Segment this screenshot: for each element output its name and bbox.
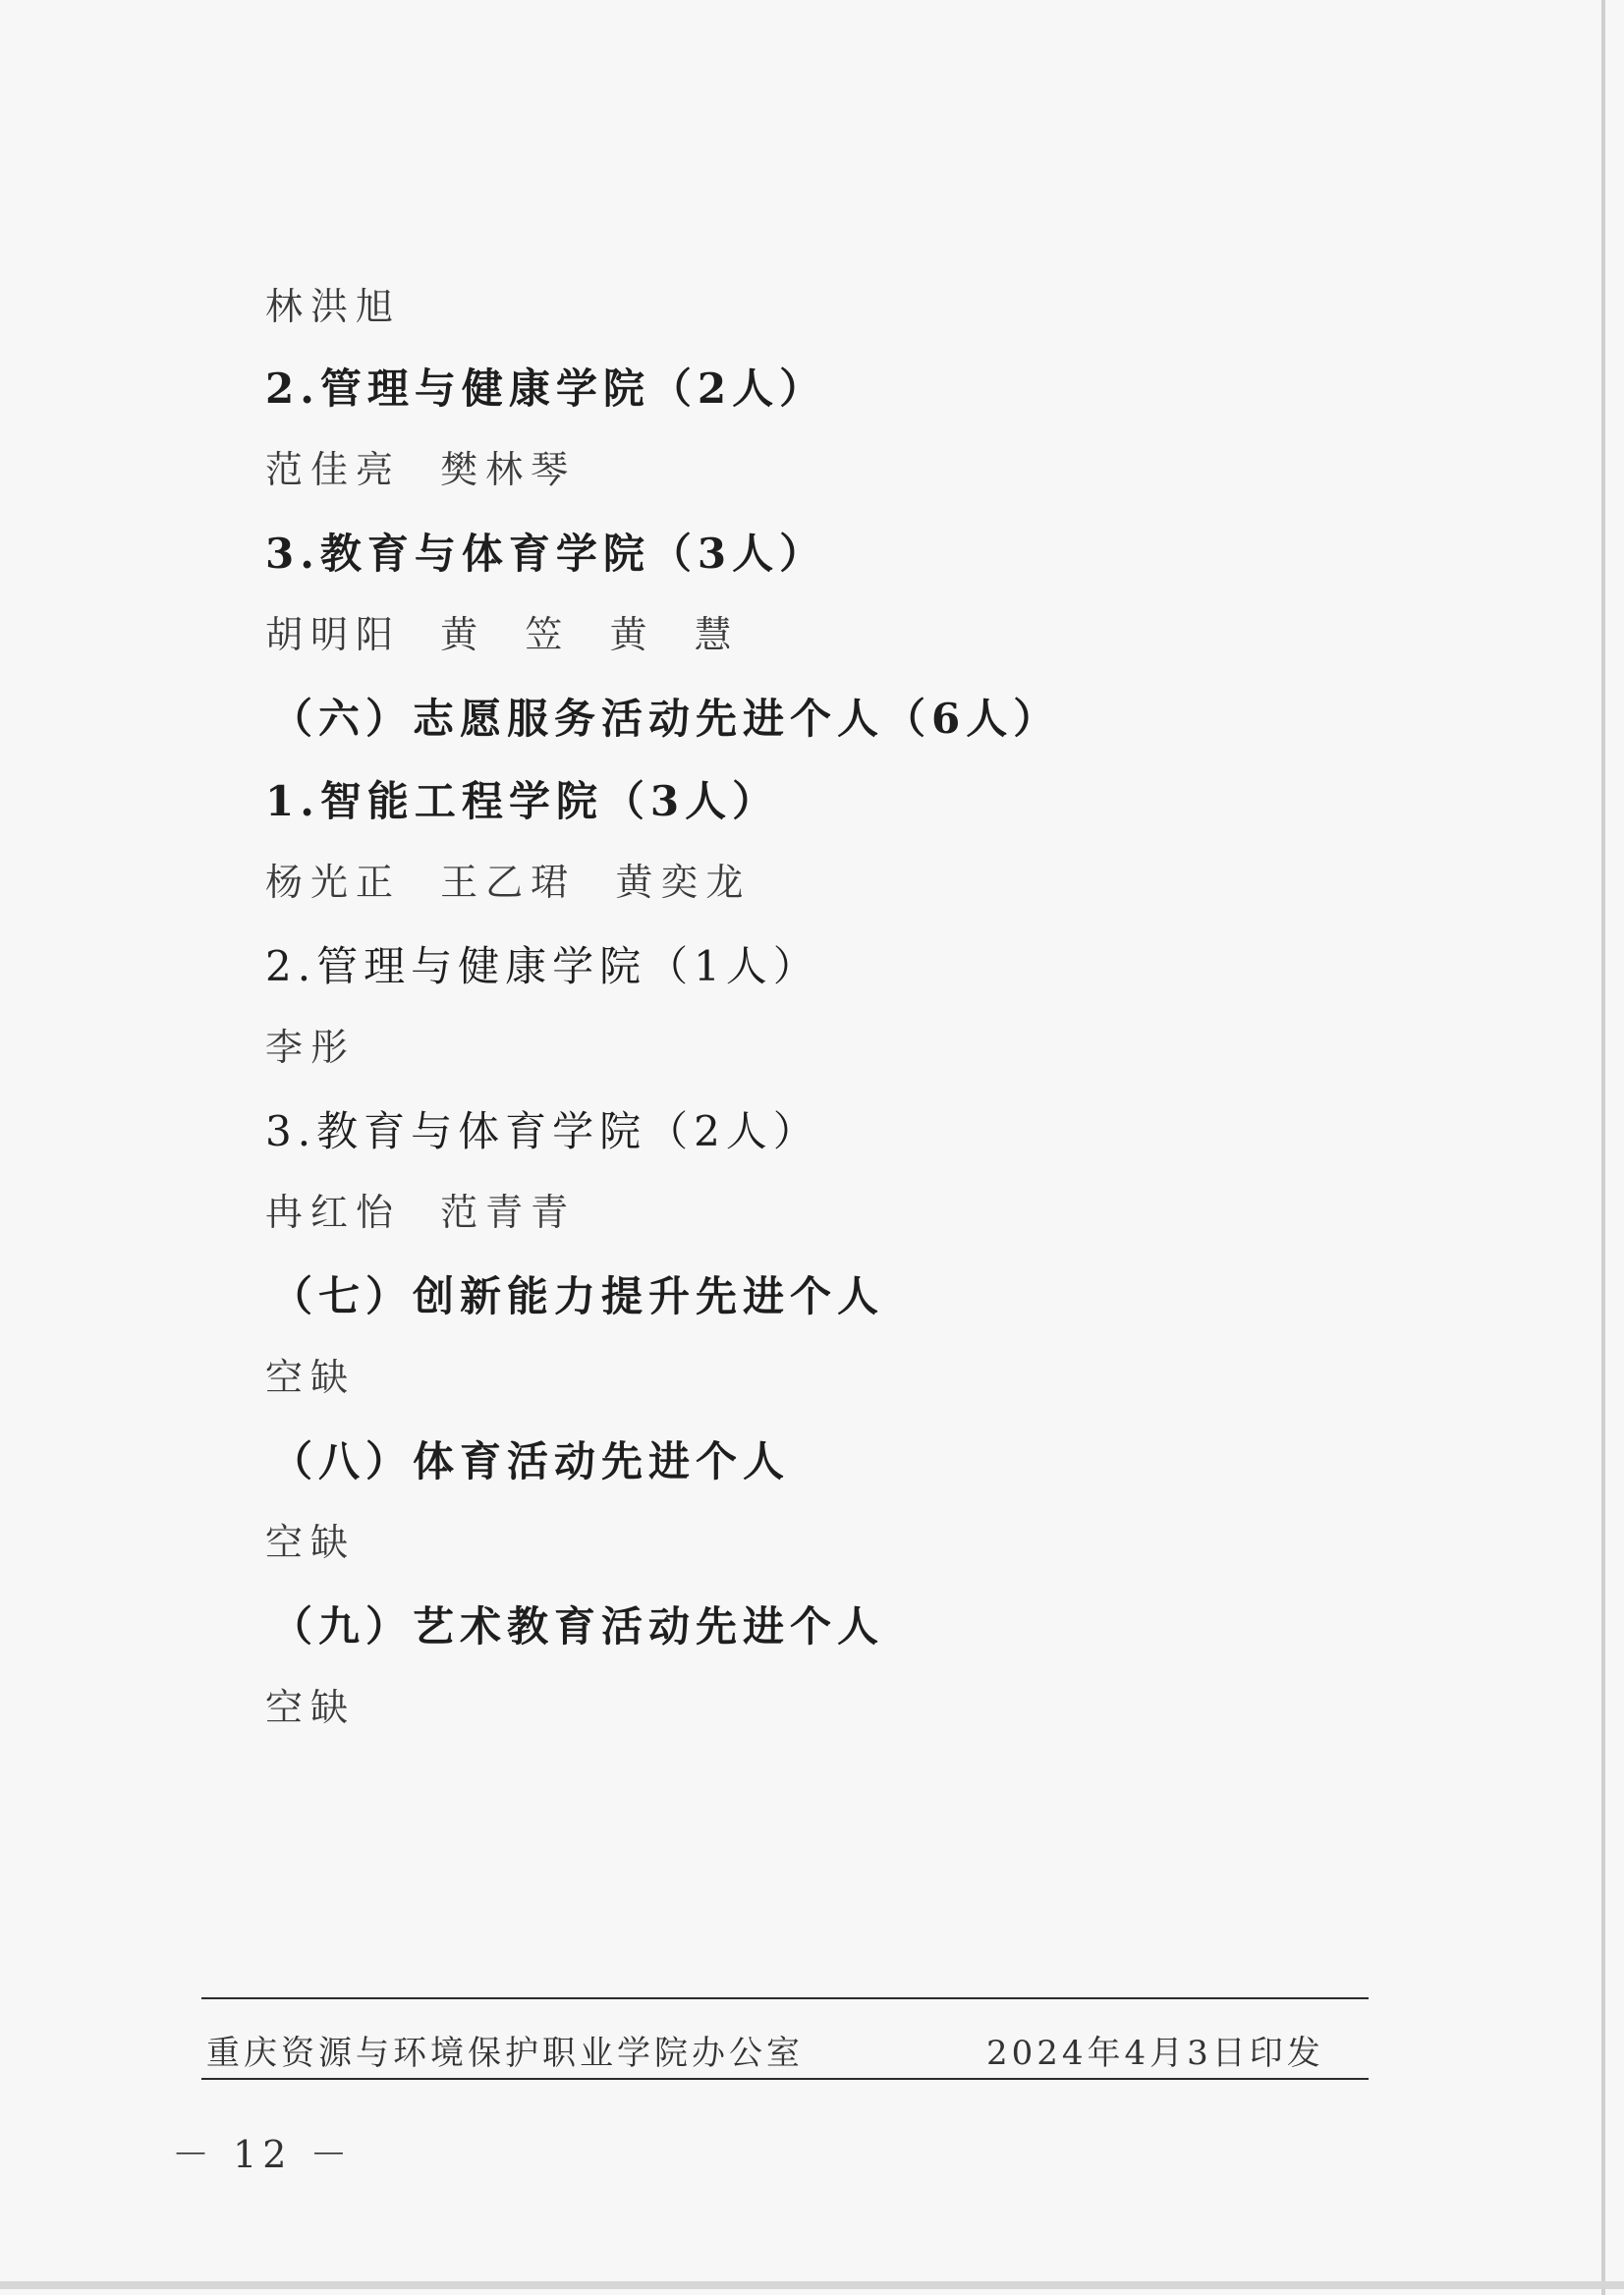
vacant-line: 空缺 bbox=[265, 1686, 357, 1729]
section-heading: 3.教育与体育学院（2人） bbox=[265, 1107, 820, 1155]
vacant-line: 空缺 bbox=[265, 1521, 357, 1564]
vacant-line: 空缺 bbox=[265, 1356, 357, 1399]
scan-edge-bottom bbox=[0, 2281, 1624, 2289]
name-line: 杨光正 王乙珺 黄奕龙 bbox=[265, 861, 752, 904]
category-heading: （九）艺术教育活动先进个人 bbox=[271, 1602, 885, 1651]
name-line: 林洪旭 bbox=[265, 285, 402, 328]
footer-rule-top bbox=[201, 1997, 1369, 1999]
footer-issuer: 重庆资源与环境保护职业学院办公室 bbox=[206, 2034, 804, 2073]
name-line: 李彤 bbox=[265, 1026, 357, 1069]
section-heading: 3.教育与体育学院（3人） bbox=[265, 530, 827, 578]
section-heading: 1.智能工程学院（3人） bbox=[265, 777, 780, 825]
scan-edge-right bbox=[1601, 0, 1605, 2295]
category-heading: （七）创新能力提升先进个人 bbox=[271, 1272, 885, 1320]
category-heading: （八）体育活动先进个人 bbox=[271, 1437, 791, 1485]
section-heading: 2.管理与健康学院（2人） bbox=[265, 364, 827, 413]
name-line: 胡明阳 黄 笠 黄 慧 bbox=[265, 613, 740, 656]
name-line: 范佳亮 樊林琴 bbox=[265, 448, 577, 491]
footer-rule-bottom bbox=[201, 2078, 1369, 2080]
section-heading: 2.管理与健康学院（1人） bbox=[265, 942, 820, 990]
category-heading: （六）志愿服务活动先进个人（6人） bbox=[271, 695, 1061, 743]
page-number: － 12 － bbox=[172, 2133, 354, 2176]
footer-date: 2024年4月3日印发 bbox=[986, 2034, 1324, 2073]
name-line: 冉红怡 范青青 bbox=[265, 1191, 577, 1234]
